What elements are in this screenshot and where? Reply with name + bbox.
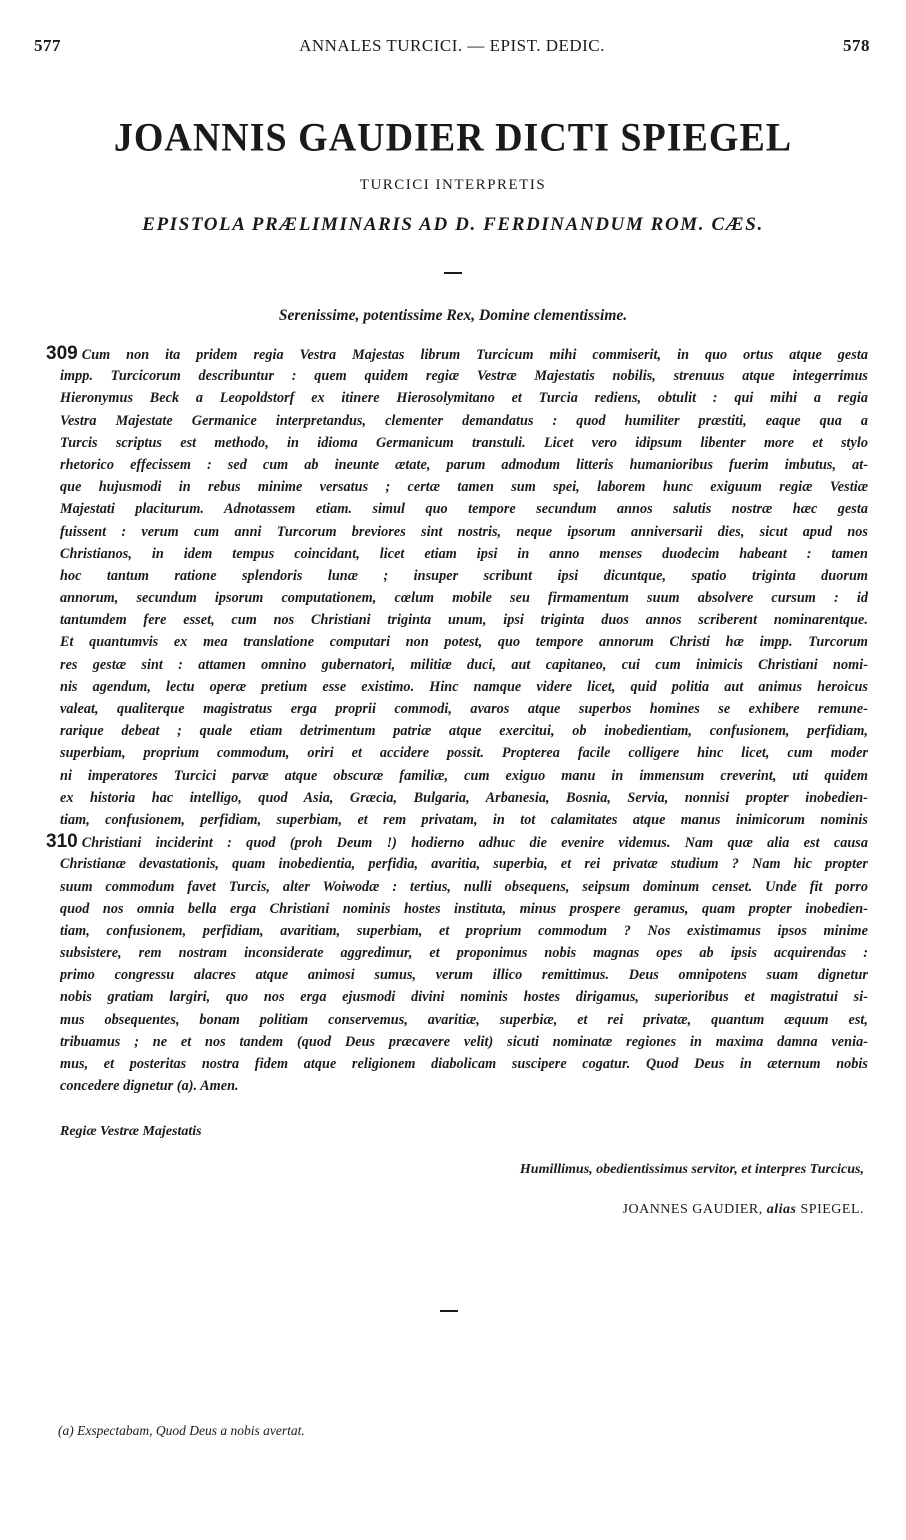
line-text: valeat, qualiterque magistratus erga proprii commodi, avaros atque superbos homines se exhibere remune-: [60, 701, 868, 717]
running-head-title: ANNALES TURCICI. — EPIST. DEDIC.: [299, 36, 605, 55]
line-text: nis agendum, lectu operæ pretium esse existimo. Hinc namque videre licet, quid politia aut animus heroicus: [60, 678, 868, 695]
line-text: rhetorico effecissem : sed cum ab ineunte ætate, parum admodum litteris humanioribus fuerim imbutus, at-: [60, 456, 868, 473]
line-text: Cum non ita pridem regia Vestra Majestas librum Turcicum mihi commiserit, in quo ortus atque gesta: [81, 347, 868, 363]
text-line: [46, 831, 868, 853]
signature: [623, 1202, 864, 1218]
line-text: fuissent : verum cum anni Turcorum breviores sint nostris, neque ipsorum anniversarii dies, sicut apud nos: [60, 523, 868, 540]
text-line: [60, 365, 868, 387]
line-text: Christianos, in idem tempus coincidant, licet etiam ipsi in anno menses duodecim habeant : tamen: [60, 545, 868, 562]
text-line: [60, 1031, 868, 1053]
signature-surname: SPIEGEL.: [800, 1202, 864, 1217]
text-line: [60, 387, 868, 409]
epistle-heading: EPISTOLA PRÆLIMINARIS AD D. FERDINANDUM ROM. CÆS.: [142, 214, 764, 235]
text-line: [60, 654, 868, 676]
line-text: mus obsequentes, bonam politiam conservemus, avaritiæ, superbiæ, et rei privatæ, quantum æquum est,: [60, 1011, 868, 1028]
text-line: [60, 543, 868, 565]
line-text: concedere dignetur (a). Amen.: [60, 1078, 239, 1095]
line-text: Christiani inciderint : quod (proh Deum !) hodierno adhuc die evenire videmus. Nam quæ alia est causa: [81, 835, 868, 852]
line-text: Turcis scriptus est methodo, in idioma Germanicum transtuli. Licet vero idipsum libenter more et stylo: [60, 434, 868, 451]
page-number-left: 577: [34, 36, 61, 55]
text-line: [60, 1053, 868, 1075]
margin-number: 309: [46, 343, 78, 364]
closing-servitor: Humillimus, obedientissimus servitor, et interpres Turcicus,: [519, 1162, 864, 1177]
separator-dash-bottom: [440, 1310, 458, 1312]
separator-dash: [444, 272, 462, 274]
salutation: Serenissime, potentissime Rex, Domine clementissime.: [278, 307, 628, 324]
text-line: [60, 964, 868, 986]
text-line: [60, 720, 868, 742]
running-head: [34, 36, 870, 60]
line-text: hoc tantum ratione splendoris lunæ ; insuper scribunt ipsi dicuntque, spatio triginta duorum: [60, 567, 868, 584]
text-line: [60, 920, 868, 942]
text-line: [60, 942, 868, 964]
text-line: [46, 343, 868, 365]
line-text: que hujusmodi in rebus minime versatus ; certæ tamen sum spei, laborem hunc exiguum regiæ Vestiæ: [60, 479, 868, 496]
line-text: superbiam, proprium commodum, oriri et accidere possit. Propterea facile colligere hinc licet, cum moder: [60, 745, 868, 762]
text-line: [60, 565, 868, 587]
footnote: (a) Exspectabam, Quod Deus a nobis avertat.: [58, 1423, 305, 1438]
line-text: primo congressu alacres atque animosi sumus, verum illico remittimus. Deus omnipotens suam dignetur: [60, 967, 868, 984]
text-line: [60, 410, 868, 432]
line-text: suum commodum favet Turcis, alter Woiwodæ : tertius, nulli obsequens, seipsum dominum censet. Unde fit porro: [60, 878, 868, 895]
line-text: Et quantumvis ex mea translatione computari non potest, quo tempore annorum Christi hæ impp. Turcorum: [60, 634, 868, 651]
text-line: [60, 454, 868, 476]
text-line: [60, 765, 868, 787]
text-line: [60, 898, 868, 920]
text-line: [60, 853, 868, 875]
line-text: tribuamus ; ne et nos tandem (quod Deus præcavere velit) sicuti nominatæ regiones in maxima damna venia-: [60, 1033, 868, 1050]
line-text: ex historia hac intelligo, quod Asia, Græcia, Bulgaria, Arbanesia, Bosnia, Servia, nonnisi propter inobedien-: [60, 789, 868, 806]
line-text: nobis gratiam largiri, quo nos erga ejusmodi divini nominis hostes dirigamus, superioribus et magistratui si-: [60, 989, 868, 1006]
page-number-right: 578: [843, 36, 870, 55]
line-text: Hieronymus Beck a Leopoldstorf ex itinere Hierosolymitano et Turcia rediens, obtulit : qui mihi a regia: [60, 390, 868, 407]
line-text: rarique debeat ; quale etiam detrimentum patriæ atque exercitui, ob inobedientiam, confusionem, perfidiam,: [60, 723, 868, 740]
text-line: [60, 631, 868, 653]
line-text: Christianæ devastationis, quam inobedientia, perfidia, avaritia, superbia, et rei privatæ studium ? Nam hic propter: [60, 856, 868, 873]
line-text: Majestati placiturum. Adnotassem etiam. simul quo tempore secundum annos salutis nostræ hæc gesta: [60, 501, 868, 518]
text-line: [60, 876, 868, 898]
text-line: [60, 986, 868, 1008]
line-text: quod nos omnia bella erga Christiani nominis hostes instituta, minus prospere geramus, quam propter inobedien-: [60, 900, 868, 917]
document-title: JOANNIS GAUDIER DICTI SPIEGEL: [113, 115, 793, 161]
text-line: [60, 609, 868, 631]
text-line: [60, 742, 868, 764]
margin-number: 310: [46, 831, 78, 853]
line-text: tantumdem fere esset, cum nos Christiani triginta unum, ipsi triginta duos annos scriberent nominarentque.: [60, 612, 868, 629]
signature-name: JOANNES GAUDIER,: [622, 1202, 763, 1217]
line-text: ni imperatores Turcici parvæ atque obscuræ familiæ, cum exiguo manu in immensum creverint, uti quidem: [60, 767, 868, 784]
signature-alias: alias: [766, 1202, 797, 1217]
text-line: [60, 787, 868, 809]
text-line: [60, 676, 868, 698]
text-line: [60, 809, 868, 831]
text-line: [60, 498, 868, 520]
text-line: [60, 521, 868, 543]
text-line: [60, 698, 868, 720]
line-text: tiam, confusionem, perfidiam, avaritiam, superbiam, et proprium commodum ? Nos existimamus ipsos minime: [60, 922, 868, 939]
text-line: [60, 1075, 868, 1097]
letter-body: [46, 343, 868, 1097]
line-text: res gestæ sint : attamen omnino gubernatori, militiæ duci, aut capitaneo, cui cum inimicis Christiani nomi-: [60, 656, 868, 673]
text-line: [60, 432, 868, 454]
line-text: subsistere, rem nostram inconsiderate aggredimur, et proponimus nobis magnas opes ab ipsis acquirendas :: [60, 945, 868, 962]
closing-line: Regiæ Vestræ Majestatis: [60, 1124, 202, 1139]
text-line: [60, 1009, 868, 1031]
line-text: Vestra Majestate Germanice interpretandus, clementer demandatus : quod humiliter præstiti, eaque qua a: [60, 412, 868, 429]
text-line: [60, 476, 868, 498]
line-text: annorum, secundum ipsorum computationem, cœlum mobile seu firmamentum suum absolvere cursum : id: [60, 590, 868, 607]
line-text: impp. Turcicorum describuntur : quem quidem regiæ Vestræ Majestatis nobilis, strenuus atque integerrimus: [60, 368, 868, 385]
line-text: tiam, confusionem, perfidiam, superbiam, et rem privatam, in tot calamitates atque manus inimicorum nominis: [60, 811, 868, 828]
document-subtitle: TURCICI INTERPRETIS: [359, 177, 547, 193]
line-text: mus, et posteritas nostra fidem atque religionem diabolicam suscipere cogatur. Quod Deus in æternum nobis: [60, 1056, 868, 1072]
text-line: [60, 587, 868, 609]
